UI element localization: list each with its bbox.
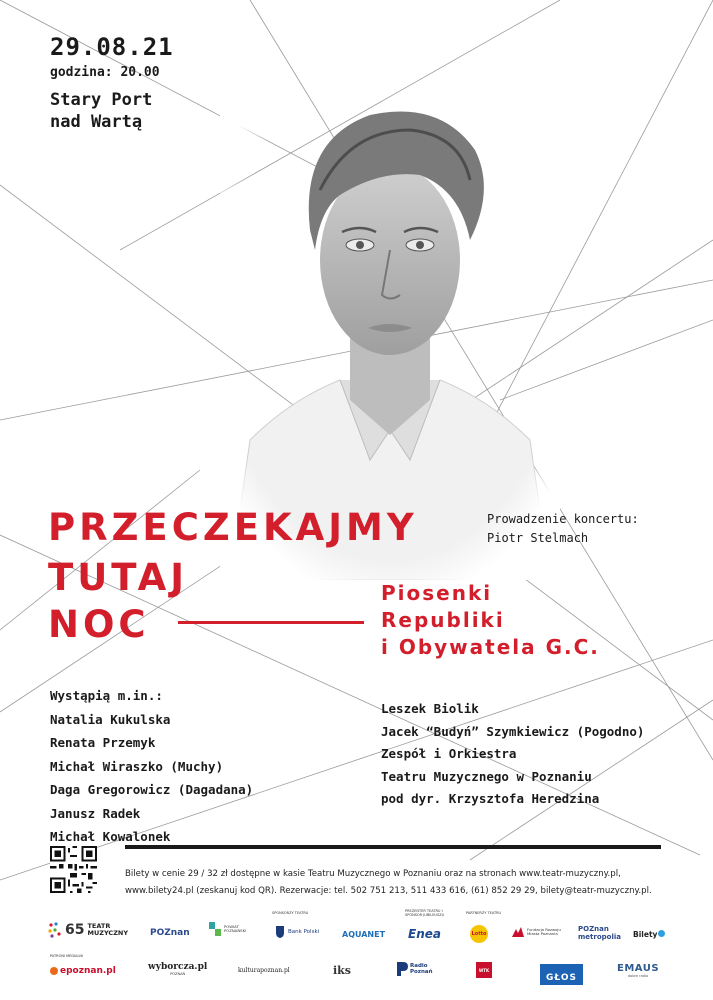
- performer-name: pod dyr. Krzysztofa Heredzina: [381, 791, 600, 806]
- performers-right: [381, 698, 644, 811]
- radio-poznan-logo[interactable]: Radio Poznań: [397, 962, 433, 976]
- fundacja-logo[interactable]: Fundacja Rozwoju Miasta Poznania: [512, 927, 561, 937]
- bilety-logo[interactable]: Bilety: [633, 930, 665, 939]
- title-line-2: TUTAJ: [48, 556, 189, 599]
- powiat-icon: [209, 922, 221, 936]
- powiat-logo[interactable]: POWIAT POZNAŃSKI: [209, 922, 246, 936]
- emaus-logo[interactable]: EMAUS dobre radio: [617, 963, 660, 978]
- label-sponsors: SPONSORZY TEATRU: [272, 911, 309, 915]
- lotto-logo[interactable]: Lotto: [470, 925, 488, 943]
- wyborcza-logo[interactable]: wyborcza.pl POZNAŃ: [148, 962, 208, 976]
- kultura-logo[interactable]: kulturapoznan.pl: [238, 967, 290, 974]
- wtk-logo[interactable]: WTK: [476, 962, 492, 978]
- label-partners: PARTNERZY TEATRU: [466, 911, 502, 915]
- qr-code[interactable]: [50, 846, 97, 893]
- performer-name: Zespół i Orkiestra: [381, 746, 517, 761]
- performer-name: Teatru Muzycznego w Poznaniu: [381, 768, 592, 784]
- label-media: PATRONI MEDIALNI: [50, 954, 84, 958]
- poznan-logo[interactable]: POZnan: [150, 928, 190, 938]
- radio-icon: [397, 962, 408, 976]
- glos-logo[interactable]: GŁOS: [540, 964, 583, 985]
- bank-logo[interactable]: Bank Polski: [275, 926, 319, 938]
- performer-name: Renata Przemyk: [50, 735, 156, 750]
- teatr-muzyczny-logo[interactable]: 65 TEATR MUZYCZNY: [48, 922, 128, 938]
- event-venue: Stary Port nad Wartą: [50, 90, 153, 132]
- performer-name: Leszek Biolik: [381, 701, 479, 716]
- fundacja-icon: [512, 927, 524, 937]
- title-divider: [178, 621, 364, 624]
- performer-heading: Wystąpią m.in.:: [50, 688, 163, 703]
- performer-name: Michał Wiraszko (Muchy): [50, 758, 224, 774]
- performer-name: Michał Kowalonek: [50, 829, 171, 844]
- performers-left: [50, 684, 253, 849]
- concert-host: Prowadzenie koncertu: Piotr Stelmach: [487, 512, 639, 545]
- iks-logo[interactable]: iks: [333, 964, 351, 977]
- event-time: godzina: 20.00: [50, 65, 160, 80]
- title-line-3: NOC: [48, 603, 150, 646]
- bank-icon: [275, 926, 285, 938]
- teatr-dots-icon: [48, 922, 62, 938]
- title-line-1: PRZECZEKAJMY: [48, 506, 418, 549]
- performer-name: Jacek “Budyń” Szymkiewicz (Pogodno): [381, 723, 645, 739]
- performer-name: Natalia Kukulska: [50, 711, 171, 727]
- footer-rule: [125, 845, 661, 849]
- enea-logo[interactable]: Enea: [408, 927, 441, 941]
- subtitle: Piosenki Republiki i Obywatela G.C.: [381, 581, 600, 659]
- performer-name: Janusz Radek: [50, 805, 141, 821]
- ticket-info: Bilety w cenie 29 / 32 zł dostępne w kasie Teatru Muzycznego w Poznaniu oraz na stronach www.teatr-muzyczny.pl, www.bilety24.pl (zeskanuj kod QR). Rezerwacje: tel. 502 751 213, 511 433 616, (61) 852 29 29, bilety@teatr-muzyczny.pl.: [125, 869, 652, 896]
- metropolia-logo[interactable]: POZnan metropolia: [578, 925, 621, 941]
- performer-name: Daga Gregorowicz (Dagadana): [50, 782, 254, 797]
- label-jubilee: PREZENTER TEATRU I SPONSOR JUBILEUSZU: [405, 909, 445, 917]
- aquanet-logo[interactable]: AQUANET: [342, 930, 386, 939]
- event-date: 29.08.21: [50, 33, 174, 61]
- epoznan-logo[interactable]: epoznan.pl: [50, 966, 116, 976]
